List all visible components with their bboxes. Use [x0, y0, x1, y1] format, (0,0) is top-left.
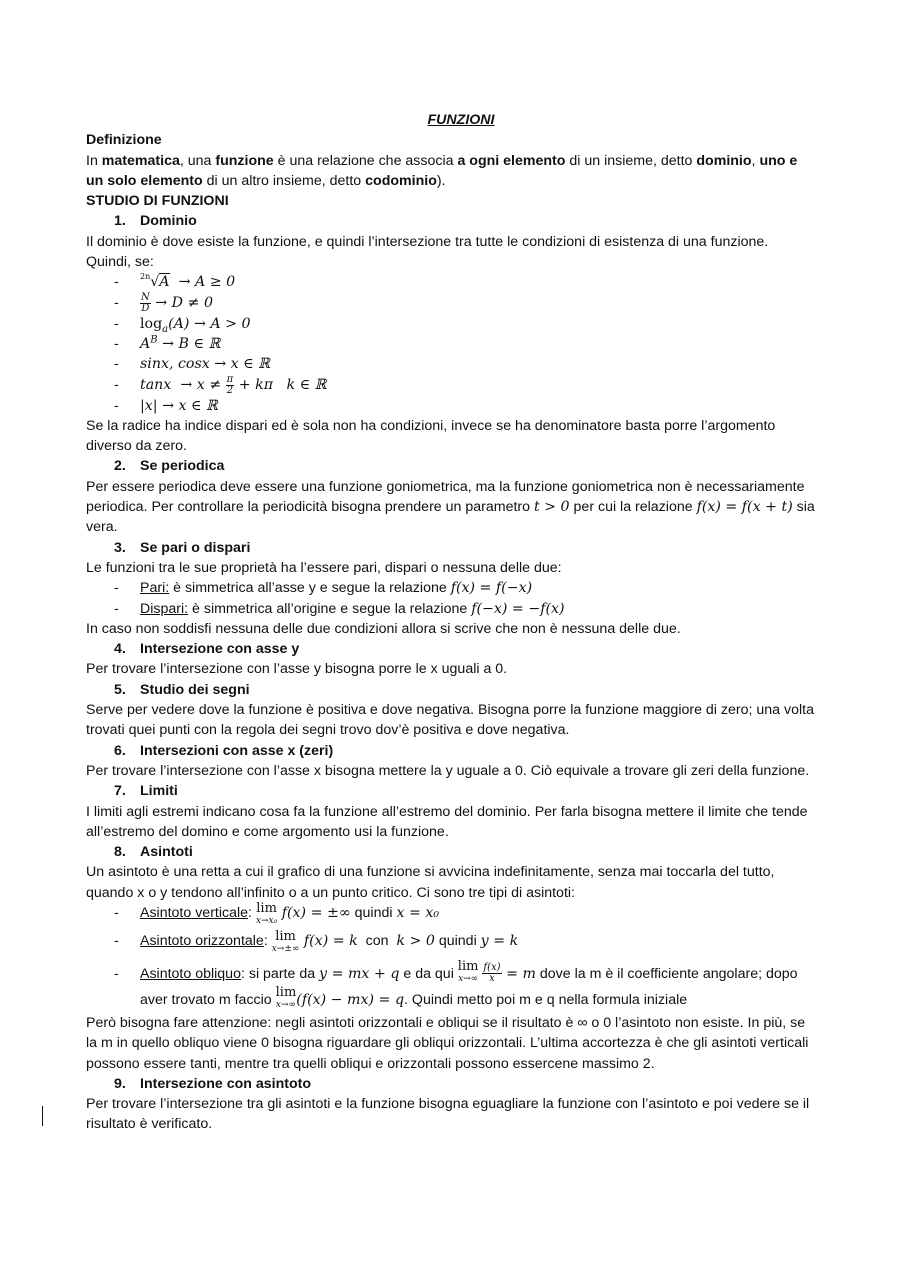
asse-y-text: Per trovare l’intersezione con l’asse y bisogna porre le x uguali a 0.	[86, 661, 508, 678]
periodica-text: Per essere periodica deve essere una funzione goniometrica, ma la funzione goniometrica non è necessariamente periodica. Per controllare la periodicità bisogna prendere un parametro t > 0 per cui la relazione f(x) = f(x + t) sia vera.	[86, 478, 815, 536]
section-heading-periodica: 2. Se periodica	[114, 458, 225, 475]
document-page	[86, 110, 816, 1135]
condition-power: - $A^B \to B$ ∈ ℝ	[86, 334, 816, 354]
section-heading-intersezione-asintoto: 9. Intersezione con asintoto	[114, 1075, 312, 1092]
pari-dispari-intro: Le funzioni tra le sue proprietà ha l’essere pari, dispari o nessuna delle due:	[86, 559, 562, 576]
dominio-conditions-list	[86, 272, 816, 415]
pari-item: - Pari: è simmetrica all’asse y e segue la relazione f(x) = f(−x)	[86, 578, 816, 598]
segni-text: Serve per vedere dove la funzione è positiva e dove negativa. Bisogna porre la funzione maggiore di zero; una volta trovati quei punti con la regola dei segni trovo dov’è positiva e dove negativa.	[86, 702, 814, 739]
limiti-text: I limiti agli estremi indicano cosa fa la funzione all’estremo del dominio. Per farla bisogna mettere il limite che tende all’estremo del domino e come argomento usi la funzione.	[86, 803, 808, 840]
section-heading-segni: 5. Studio dei segni	[114, 681, 250, 698]
definizione-heading: Definizione	[86, 132, 162, 149]
dispari-item: - Dispari: è simmetrica all’origine e segue la relazione f(−x) = −f(x)	[86, 599, 816, 619]
definizione-text: In matematica, una funzione è una relazione che associa a ogni elemento di un insieme, detto dominio, uno e un solo elemento di un altro insieme, detto codominio).	[86, 152, 798, 189]
asintoti-list	[86, 900, 816, 1013]
section-heading-limiti: 7. Limiti	[114, 783, 178, 800]
condition-log: - $\log_a(A) \to A > 0$	[86, 314, 816, 334]
asintoti-intro: Un asintoto è una retta a cui il grafico di una funzione si avvicina indefinitamente, senza mai toccarla del tutto, quando x o y tendono all’infinito o a un punto critico. Ci sono tre tipi di asintoti:	[86, 864, 775, 901]
dominio-intro: Il dominio è dove esiste la funzione, e quindi l’intersezione tra tutte le condizioni di esistenza di una funzione. Quindi, se:	[86, 233, 769, 271]
section-heading-asse-y: 4. Intersezione con asse y	[114, 641, 300, 658]
condition-sin-cos: - sinx, cosx → x ∈ ℝ	[86, 354, 816, 374]
condition-tan: - tanx → x ≠ $\frac{\pi}{2}$ + kπ k ∈ ℝ	[86, 375, 816, 396]
pari-dispari-list	[86, 578, 816, 619]
asintoto-orizzontale-item: - Asintoto orizzontale: lim x→±∞ f(x) = k con k > 0 quindi y = k	[86, 931, 816, 955]
page-title: FUNZIONI	[427, 112, 495, 128]
section-heading-asse-x: 6. Intersezioni con asse x (zeri)	[114, 742, 334, 759]
intersezione-asintoto-text: Per trovare l’intersezione tra gli asintoti e la funzione bisogna eguagliare la funzione con l’asintoto e poi vedere se il risultato è verificato.	[86, 1096, 810, 1133]
dominio-outro: Se la radice ha indice dispari ed è sola non ha condizioni, invece se ha denominatore basta porre l’argomento diverso da zero.	[86, 417, 776, 455]
asintoti-outro: Però bisogna fare attenzione: negli asintoti orizzontali e obliqui se il risultato è ∞ o 0 l’asintoto non esiste. In più, se la m in quello obliquo viene 0 bisogna riguardare gli obliqui orizzontali. L’ultima accortezza è che gli asintoti verticali possono essere tanti, mentre tra quelli obliqui e orizzontali possono essercene massimo 2.	[86, 1014, 809, 1072]
section-heading-asintoti: 8. Asintoti	[114, 844, 193, 861]
condition-fraction: - $\frac{N}{D}$ → D ≠ 0	[86, 293, 816, 314]
studio-heading: STUDIO DI FUNZIONI	[86, 193, 229, 210]
pari-dispari-outro: In caso non soddisfi nessuna delle due condizioni allora si scrive che non è nessuna delle due.	[86, 620, 681, 637]
condition-root: - $^{2n}$√A → A ≥ 0	[86, 272, 816, 292]
section-heading-dominio: 1. Dominio	[114, 213, 197, 230]
asse-x-text: Per trovare l’intersezione con l’asse x bisogna mettere la y uguale a 0. Ciò equivale a trovare gli zeri della funzione.	[86, 762, 810, 779]
condition-abs: - |x| → x ∈ ℝ	[86, 396, 816, 416]
section-heading-pari-dispari: 3. Se pari o dispari	[114, 539, 251, 556]
asintoto-verticale-item: - Asintoto verticale: lim x→x₀ f(x) = ±∞ quindi x = x₀	[86, 903, 816, 927]
text-cursor	[42, 1106, 43, 1126]
asintoto-obliquo-item: - Asintoto obliquo: si parte da y = mx + q e da qui lim x→∞ $\frac{f(x)}{x}$ = m dove la m è il coefficiente angolare; dopo aver trovato m faccio lim x→∞ (f(x) − mx) = q. Quindi metto poi m e q nella formula iniziale	[86, 961, 816, 1013]
